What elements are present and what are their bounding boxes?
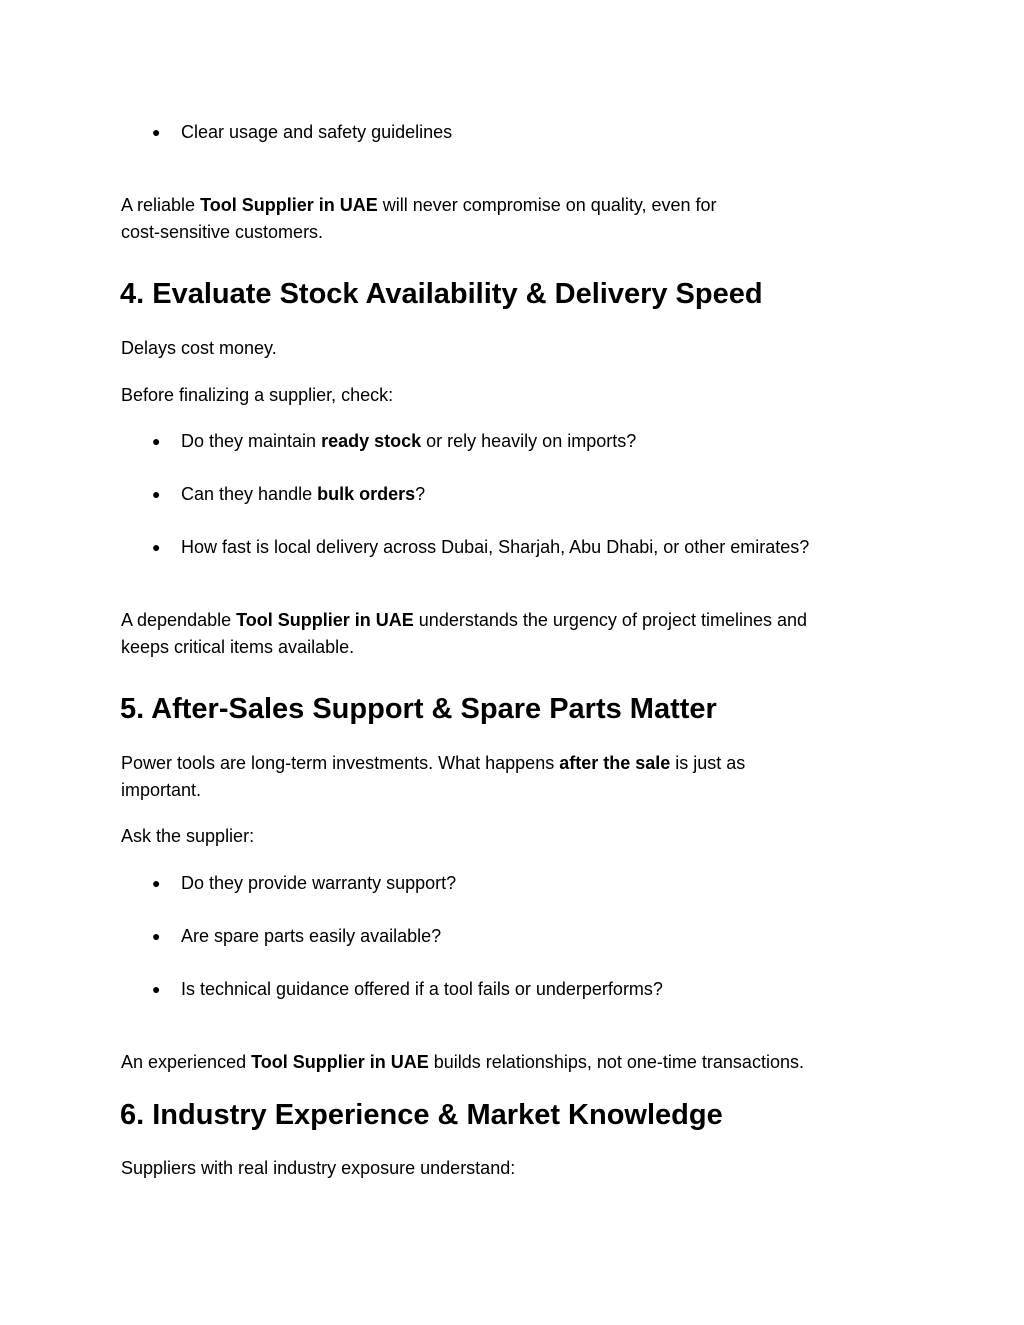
bullet-icon: ●: [152, 981, 161, 997]
list-item: [181, 976, 941, 1003]
paragraph: [121, 750, 901, 804]
list-item-text: Clear usage and safety guidelines: [181, 122, 453, 142]
text-run: ?: [415, 484, 426, 504]
bold-text: Tool Supplier in UAE: [251, 1052, 429, 1072]
text-run: How fast is local delivery across Dubai, Sharjah, Abu Dhabi, or other emirates?: [181, 537, 810, 557]
list-item: [181, 428, 941, 455]
text-run: builds relationships, not one-time transactions.: [428, 1052, 804, 1072]
list-item: [181, 923, 941, 950]
list-item: [181, 119, 941, 146]
list-item: [181, 481, 941, 508]
list-item: [181, 870, 941, 897]
bold-text: bulk orders: [317, 484, 416, 504]
list-item-text: Is technical guidance offered if a tool fails or underperforms?: [181, 979, 663, 999]
bullet-icon: ●: [152, 539, 161, 555]
text-run: understands the urgency of project timelines and: [413, 610, 808, 630]
bullet-icon: ●: [152, 433, 161, 449]
text-run: will never compromise on quality, even for: [377, 195, 717, 215]
bold-text: after the sale: [559, 753, 671, 773]
text-run: Power tools are long-term investments. What happens: [121, 753, 560, 773]
bullet-icon: ●: [152, 928, 161, 944]
text-run: A dependable: [121, 610, 237, 630]
paragraph: Ask the supplier:: [121, 826, 255, 846]
bullet-icon: ●: [152, 124, 161, 140]
text-run: or rely heavily on imports?: [421, 431, 637, 451]
text-run: important.: [121, 780, 202, 800]
paragraph-reliable: [121, 192, 901, 246]
paragraph: Before finalizing a supplier, check:: [121, 385, 394, 405]
list-item: [181, 534, 941, 561]
section-heading-6: 6. Industry Experience & Market Knowledge: [120, 1099, 723, 1131]
text-run: is just as: [670, 753, 746, 773]
text-run: Do they maintain: [181, 431, 322, 451]
list-item-text: Do they provide warranty support?: [181, 873, 457, 893]
text-run: A reliable: [121, 195, 201, 215]
text-run: cost-sensitive customers.: [121, 222, 324, 242]
bullet-icon: ●: [152, 875, 161, 891]
bold-text: ready stock: [321, 431, 422, 451]
list-item-text: Are spare parts easily available?: [181, 926, 442, 946]
paragraph-dependable: [121, 607, 901, 661]
text-run: Can they handle: [181, 484, 318, 504]
text-run: An experienced: [121, 1052, 252, 1072]
text-run: keeps critical items available.: [121, 637, 355, 657]
bold-text: Tool Supplier in UAE: [236, 610, 414, 630]
bullet-icon: ●: [152, 486, 161, 502]
bold-text: Tool Supplier in UAE: [200, 195, 378, 215]
section-heading-5: 5. After-Sales Support & Spare Parts Matter: [120, 693, 717, 725]
section-heading-4: 4. Evaluate Stock Availability & Delivery Speed: [120, 278, 763, 310]
paragraph: Suppliers with real industry exposure understand:: [121, 1158, 516, 1178]
paragraph: Delays cost money.: [121, 338, 277, 358]
paragraph-experienced: [121, 1049, 921, 1076]
